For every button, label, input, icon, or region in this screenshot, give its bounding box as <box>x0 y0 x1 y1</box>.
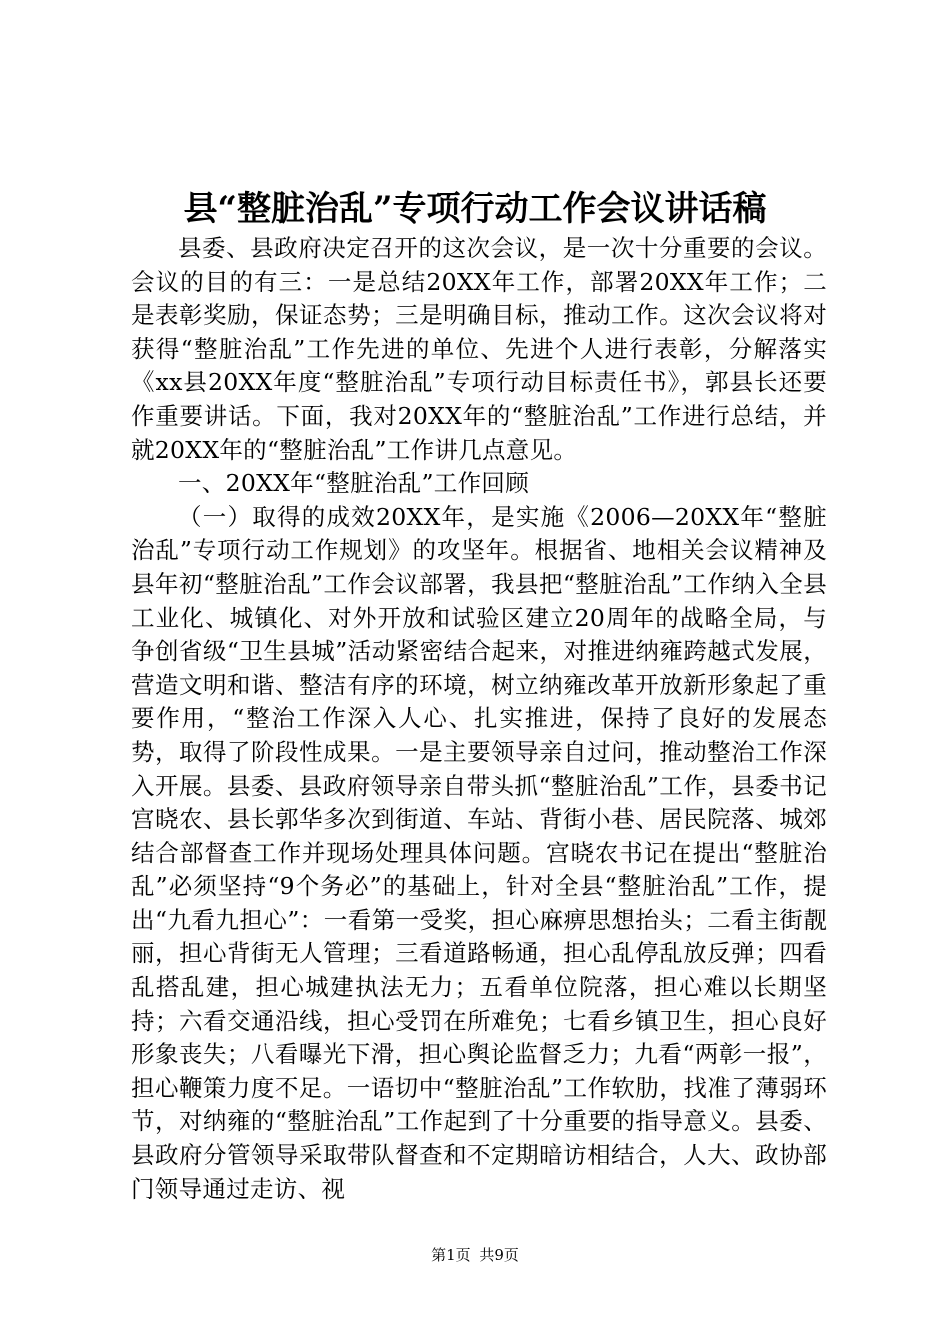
document-title: 县“整脏治乱”专项行动工作会议讲话稿 <box>183 189 767 229</box>
page-total: 共9页 <box>479 1246 519 1264</box>
paragraph-intro: 县委、县政府决定召开的这次会议，是一次十分重要的会议。会议的目的有三：一是总结20XX年工作，部署20XX年工作；二是表彰奖励，保证态势；三是明确目标，推动工作。这次会议将对获得“整脏治乱”工作先进的单位、先进个人进行表彰，分解落实《xx县20XX年度“整脏治乱”专项行动目标责任书》，郭县长还要作重要讲话。下面，我对20XX年的“整脏治乱”工作进行总结，并就20XX年的“整脏治乱”工作讲几点意见。 <box>131 234 827 464</box>
page-number: 第1页 <box>431 1246 471 1264</box>
page-footer <box>0 1245 950 1265</box>
document-body <box>131 232 827 1206</box>
section-heading: 一、20XX年“整脏治乱”工作回顾 <box>178 469 529 498</box>
paragraph-achievements: （一）取得的成效20XX年，是实施《2006—20XX年“整脏治乱”专项行动工作规划》的攻坚年。根据省、地相关会议精神及县年初“整脏治乱”工作会议部署，我县把“整脏治乱”工作纳入全县工业化、城镇化、对外开放和试验区建立20周年的战略全局，与争创省级“卫生县城”活动紧密结合起来，对推进纳雍跨越式发展，营造文明和谐、整洁有序的环境，树立纳雍改革开放新形象起了重要作用，“整治工作深入人心、扎实推进，保持了良好的发展态势，取得了阶段性成果。一是主要领导亲自过问，推动整治工作深入开展。县委、县政府领导亲自带头抓“整脏治乱”工作，县委书记宫晓农、县长郭华多次到街道、车站、背街小巷、居民院落、城郊结合部督查工作并现场处理具体问题。宫晓农书记在提出“整脏治乱”必须坚持“9个务必”的基础上，针对全县“整脏治乱”工作，提出“九看九担心”：一看第一受奖，担心麻痹思想抬头；二看主街靓丽，担心背街无人管理；三看道路畅通，担心乱停乱放反弹；四看乱搭乱建，担心城建执法无力；五看单位院落，担心难以长期坚持；六看交通沿线，担心受罚在所难免；七看乡镇卫生，担心良好形象丧失；八看曝光下滑，担心舆论监督乏力；九看“两彰一报”，担心鞭策力度不足。一语切中“整脏治乱”工作软肋，找准了薄弱环节，对纳雍的“整脏治乱”工作起到了十分重要的指导意义。县委、县政府分管领导采取带队督查和不定期暗访相结合，人大、政协部门领导通过走访、视 <box>131 502 827 1203</box>
